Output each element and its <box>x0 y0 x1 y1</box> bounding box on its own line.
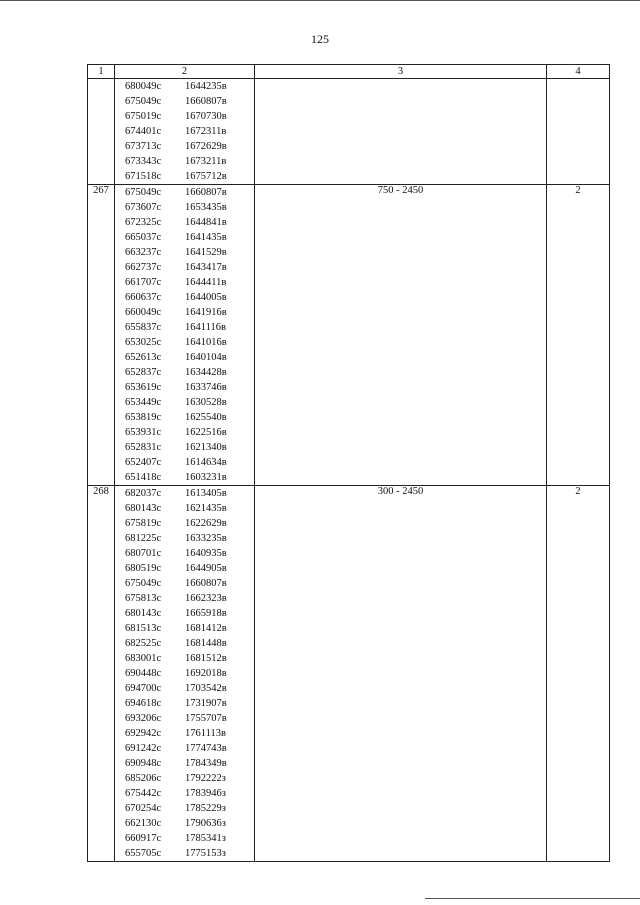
coordinate-pair <box>125 621 254 636</box>
coordinate-pair <box>125 546 254 561</box>
coordinate-second: 1785229з <box>185 803 226 814</box>
coordinate-second: 1681448в <box>185 638 227 649</box>
coordinate-first: 675049c <box>125 96 162 107</box>
value-cell <box>547 79 610 185</box>
coordinate-pair <box>125 230 254 245</box>
coordinate-first: 653449c <box>125 397 162 408</box>
coordinate-pair <box>125 516 254 531</box>
coordinate-pair <box>125 501 254 516</box>
coordinate-second: 1643417в <box>185 262 227 273</box>
coordinate-first: 652407c <box>125 457 162 468</box>
coordinate-pair <box>125 94 254 109</box>
coordinate-second: 1692018в <box>185 668 227 679</box>
table-row <box>88 486 610 862</box>
coordinate-pair <box>125 711 254 726</box>
coordinate-second: 1785341з <box>185 833 226 844</box>
coordinates-cell <box>115 486 255 862</box>
coordinate-first: 674401c <box>125 126 162 137</box>
coordinate-second: 1641116в <box>185 322 226 333</box>
coordinate-second: 1672629в <box>185 141 227 152</box>
coordinate-second: 1681512в <box>185 653 227 664</box>
coordinate-second: 1644235в <box>185 81 227 92</box>
coordinate-pair <box>125 726 254 741</box>
coordinate-first: 661707c <box>125 277 162 288</box>
coordinate-pair <box>125 846 254 861</box>
coordinate-pair <box>125 139 254 154</box>
coordinate-second: 1761113в <box>185 728 226 739</box>
value-cell: 2 <box>547 486 610 862</box>
coordinate-second: 1630528в <box>185 397 227 408</box>
coordinate-second: 1660807в <box>185 578 227 589</box>
coordinate-second: 1641435в <box>185 232 227 243</box>
coordinate-pair <box>125 245 254 260</box>
coordinate-second: 1660807в <box>185 187 227 198</box>
coordinate-second: 1640104в <box>185 352 227 363</box>
coordinate-second: 1633746в <box>185 382 227 393</box>
coordinate-pair <box>125 320 254 335</box>
coordinate-second: 1641016в <box>185 337 227 348</box>
coordinate-first: 662130c <box>125 818 162 829</box>
coordinate-second: 1775153з <box>185 848 226 859</box>
coordinate-pair <box>125 410 254 425</box>
coordinate-second: 1653435в <box>185 202 227 213</box>
coordinate-second: 1792222з <box>185 773 226 784</box>
coordinate-second: 1622629в <box>185 518 227 529</box>
coordinates-cell <box>115 79 255 185</box>
coordinate-first: 682037c <box>125 488 162 499</box>
coordinate-second: 1673211в <box>185 156 227 167</box>
coordinates-cell <box>115 185 255 486</box>
coordinate-first: 653819c <box>125 412 162 423</box>
scan-edge-line <box>425 898 640 899</box>
coordinates-table <box>87 64 610 862</box>
table-row <box>88 185 610 486</box>
page-number: 125 <box>311 32 329 46</box>
coordinate-pair <box>125 831 254 846</box>
coordinate-pair <box>125 696 254 711</box>
coordinate-second: 1613405в <box>185 488 227 499</box>
coordinate-pair <box>125 816 254 831</box>
row-number-cell <box>88 79 115 185</box>
coordinate-first: 653619c <box>125 382 162 393</box>
coordinate-second: 1633235в <box>185 533 227 544</box>
coordinate-pair <box>125 486 254 501</box>
coordinate-first: 673713c <box>125 141 162 152</box>
column-header-1: 1 <box>88 65 115 79</box>
coordinate-second: 1614634в <box>185 457 227 468</box>
coordinate-first: 694618c <box>125 698 162 709</box>
coordinate-first: 655837c <box>125 322 162 333</box>
coordinate-second: 1603231в <box>185 472 227 483</box>
coordinate-first: 675442c <box>125 788 162 799</box>
coordinate-pair <box>125 666 254 681</box>
coordinate-first: 690448c <box>125 668 162 679</box>
coordinate-pair <box>125 395 254 410</box>
coordinate-pair <box>125 681 254 696</box>
coordinate-first: 683001c <box>125 653 162 664</box>
column-header-2: 2 <box>115 65 255 79</box>
coordinate-second: 1783946з <box>185 788 226 799</box>
coordinate-pair <box>125 606 254 621</box>
coordinate-first: 675819c <box>125 518 162 529</box>
coordinate-pair <box>125 786 254 801</box>
value-cell: 2 <box>547 185 610 486</box>
coordinate-first: 690948c <box>125 758 162 769</box>
coordinate-second: 1660807в <box>185 96 227 107</box>
coordinate-pair <box>125 591 254 606</box>
coordinate-second: 1662323в <box>185 593 227 604</box>
coordinate-pair <box>125 801 254 816</box>
coordinate-second: 1622516в <box>185 427 227 438</box>
coordinate-pair <box>125 335 254 350</box>
coordinate-first: 652837c <box>125 367 162 378</box>
table-row <box>88 79 610 185</box>
coordinate-first: 660049c <box>125 307 162 318</box>
coordinate-first: 660917c <box>125 833 162 844</box>
coordinate-pair <box>125 350 254 365</box>
coordinate-first: 651418c <box>125 472 162 483</box>
coordinate-first: 675813c <box>125 593 162 604</box>
coordinate-pair <box>125 305 254 320</box>
table-header-row <box>88 65 610 79</box>
coordinate-first: 675049c <box>125 187 162 198</box>
coordinate-second: 1665918в <box>185 608 227 619</box>
column-header-3: 3 <box>255 65 547 79</box>
depth-range-cell: 300 - 2450 <box>255 486 547 862</box>
coordinate-pair <box>125 741 254 756</box>
coordinate-second: 1634428в <box>185 367 227 378</box>
coordinate-pair <box>125 561 254 576</box>
coordinate-second: 1641529в <box>185 247 227 258</box>
coordinate-second: 1625540в <box>185 412 227 423</box>
coordinate-pair <box>125 756 254 771</box>
coordinate-second: 1675712в <box>185 171 227 182</box>
coordinate-first: 681513c <box>125 623 162 634</box>
coordinate-second: 1644411в <box>185 277 227 288</box>
coordinate-second: 1621435в <box>185 503 227 514</box>
coordinate-second: 1703542в <box>185 683 227 694</box>
coordinate-first: 691242c <box>125 743 162 754</box>
row-number-cell: 267 <box>88 185 115 486</box>
coordinate-first: 675019c <box>125 111 162 122</box>
coordinate-pair <box>125 109 254 124</box>
coordinate-second: 1640935в <box>185 548 227 559</box>
coordinate-second: 1621340в <box>185 442 227 453</box>
coordinate-pair <box>125 576 254 591</box>
coordinate-second: 1644841в <box>185 217 227 228</box>
coordinate-first: 694700c <box>125 683 162 694</box>
coordinate-second: 1774743в <box>185 743 227 754</box>
coordinate-first: 660637c <box>125 292 162 303</box>
coordinate-pair <box>125 200 254 215</box>
coordinate-first: 675049c <box>125 578 162 589</box>
coordinate-first: 672325c <box>125 217 162 228</box>
coordinate-second: 1755707в <box>185 713 227 724</box>
coordinate-first: 680143c <box>125 503 162 514</box>
coordinate-list <box>115 486 254 861</box>
coordinate-second: 1784349в <box>185 758 227 769</box>
coordinate-pair <box>125 651 254 666</box>
coordinate-first: 670254c <box>125 803 162 814</box>
coordinate-first: 692942c <box>125 728 162 739</box>
depth-range-cell: 750 - 2450 <box>255 185 547 486</box>
coordinate-pair <box>125 440 254 455</box>
coordinate-pair <box>125 290 254 305</box>
coordinate-second: 1641916в <box>185 307 227 318</box>
coordinate-first: 682525c <box>125 638 162 649</box>
coordinate-pair <box>125 455 254 470</box>
coordinate-pair <box>125 185 254 200</box>
coordinate-pair <box>125 771 254 786</box>
coordinate-first: 655705c <box>125 848 162 859</box>
coordinate-second: 1731907в <box>185 698 227 709</box>
coordinate-first: 680143c <box>125 608 162 619</box>
coordinate-list <box>115 185 254 485</box>
coordinate-second: 1681412в <box>185 623 227 634</box>
coordinate-first: 653025c <box>125 337 162 348</box>
coordinate-second: 1670730в <box>185 111 227 122</box>
coordinate-pair <box>125 275 254 290</box>
coordinate-pair <box>125 531 254 546</box>
coordinate-pair <box>125 380 254 395</box>
coordinate-pair <box>125 154 254 169</box>
coordinate-pair <box>125 365 254 380</box>
coordinate-first: 685206c <box>125 773 162 784</box>
coordinate-second: 1790636з <box>185 818 226 829</box>
coordinate-first: 673343c <box>125 156 162 167</box>
coordinate-pair <box>125 260 254 275</box>
coordinate-first: 663237c <box>125 247 162 258</box>
coordinate-first: 665037c <box>125 232 162 243</box>
coordinate-pair <box>125 425 254 440</box>
coordinate-first: 673607c <box>125 202 162 213</box>
coordinate-first: 653931c <box>125 427 162 438</box>
coordinate-first: 680519c <box>125 563 162 574</box>
coordinate-pair <box>125 636 254 651</box>
coordinate-first: 652613c <box>125 352 162 363</box>
coordinate-pair <box>125 470 254 485</box>
coordinate-first: 693206c <box>125 713 162 724</box>
coordinate-list <box>115 79 254 184</box>
coordinate-pair <box>125 169 254 184</box>
scan-edge-line <box>0 0 640 1</box>
coordinate-pair <box>125 215 254 230</box>
coordinate-second: 1672311в <box>185 126 227 137</box>
coordinate-first: 671518c <box>125 171 162 182</box>
coordinate-pair <box>125 79 254 94</box>
column-header-4: 4 <box>547 65 610 79</box>
coordinate-first: 680049c <box>125 81 162 92</box>
coordinate-first: 680701c <box>125 548 162 559</box>
coordinate-second: 1644905в <box>185 563 227 574</box>
coordinate-second: 1644005в <box>185 292 227 303</box>
coordinate-first: 681225c <box>125 533 162 544</box>
coordinate-pair <box>125 124 254 139</box>
depth-range-cell <box>255 79 547 185</box>
coordinate-first: 662737c <box>125 262 162 273</box>
coordinate-first: 652831c <box>125 442 162 453</box>
row-number-cell: 268 <box>88 486 115 862</box>
